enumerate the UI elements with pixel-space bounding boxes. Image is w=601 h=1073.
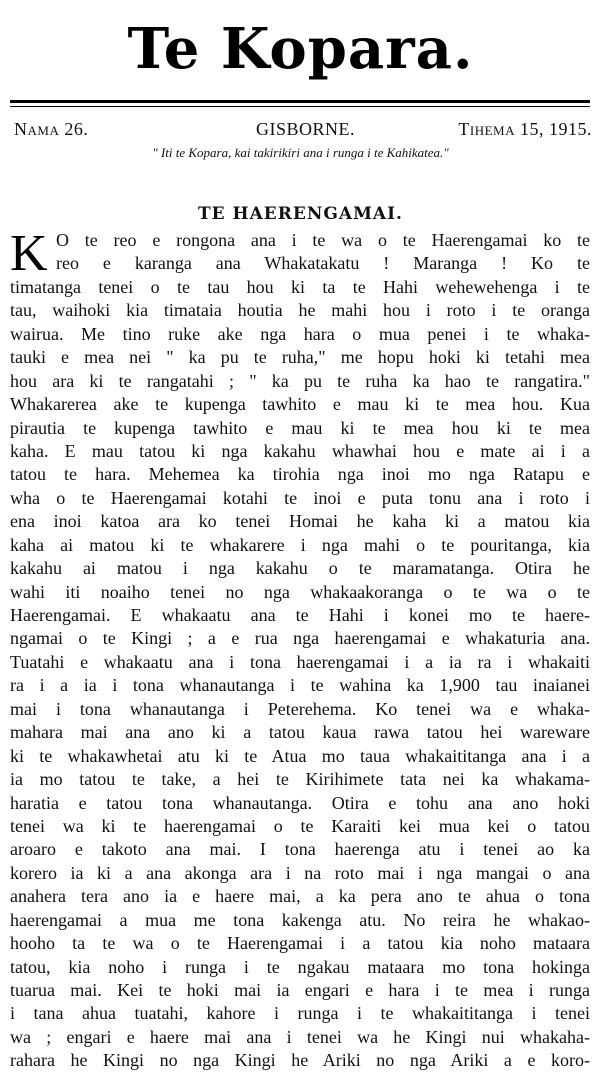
article-line: haerengamai a mua me tona kakenga atu. No reira he whakao- <box>10 909 590 930</box>
article-line: mahara mai ana ano ki a tatou kaua rawa tatou hei wareware <box>10 722 590 743</box>
motto: " Iti te Kopara, kai takirikiri ana i runga i te Kahikatea." <box>152 145 449 160</box>
masthead-title: Te Kopara. <box>127 16 474 82</box>
issue-line <box>14 117 592 141</box>
article-line: wahi iti noaiho tenei no nga whakaakoranga o te wa o te <box>10 581 590 602</box>
article-line: tau, waihoki kia timataia houtia he mahi hou i roto i te oranga <box>10 300 590 321</box>
article-line: Whakarerea ake te kupenga tawhito e mau ki te mea hou. Kua <box>10 394 590 415</box>
article-line: kaha. E mau tatou ki nga kakahu whawhai hou e mate ai i a <box>10 440 590 461</box>
article-line: aroaro e takoto ana mai. I tona haerenga atu i tenei ao ka <box>10 839 590 860</box>
issue-place: GISBORNE. <box>256 119 356 139</box>
article-line: anahera tera ano ia e haere mai, a ka pera ano te ahua o tona <box>10 886 590 907</box>
article-line: korero ia ki a ana akonga ara i na roto mai i nga mangai o ana <box>10 862 590 883</box>
article-line: timatanga tenei o te tau hou ki ta te Hahi wehewehenga i te <box>10 276 590 297</box>
article-line: Tuatahi e whakaatu ana i tona haerengamai i a ia ra i whakaiti <box>10 651 590 672</box>
article-line: Haerengamai. E whakaatu ana te Hahi i konei mo te haere- <box>10 605 590 625</box>
article-line: haratia e tatou tona whanautanga. Otira e tohu ana ano hoki <box>10 792 590 813</box>
article-line: hou ara ki te rangatahi ; " ka pu te ruha ka hao te rangatira." <box>10 370 590 391</box>
drop-cap: K <box>10 225 48 282</box>
issue-number: Nama 26. <box>14 119 89 139</box>
article-line: tauki e mea nei " ka pu te ruha," me hopu hoki ki tetahi mea <box>10 347 590 368</box>
article-line: tatou te hara. Mehemea ka tirohia nga inoi mo nga Ratapu e <box>10 464 590 485</box>
article-line: tatou, kia noho i runga i te ngakau mataara mo tona hokinga <box>10 956 590 977</box>
article-body <box>10 225 590 1073</box>
article-line: pirautia te kupenga tawhito e mau ki te mea hou ki te mea <box>10 417 590 438</box>
article-line: rahara he Kingi no nga Kingi he Ariki no nga Ariki a e koro- <box>10 1050 590 1071</box>
article-line: wa ; engari e haere mai ana i tenei wa he Kingi nui whakaha- <box>10 1026 590 1047</box>
article-line: ki te whakawhetai atu ki te Atua mo taua whakaititanga ana i a <box>10 745 590 766</box>
issue-date: Tihema 15, 1915. <box>458 119 592 139</box>
masthead-rule-thick <box>10 100 590 103</box>
article-line: ngamai o te Kingi ; a e rua nga haerengamai e whakaturia ana. <box>10 628 590 649</box>
article-headline: TE HAERENGAMAI. <box>198 204 403 224</box>
article-line: kakahu ai matou i nga kakahu o te maramatanga. Otira he <box>10 558 590 579</box>
article-line: wha o te Haerengamai kotahi te inoi e puta tonu ana i roto i <box>10 487 590 508</box>
masthead-rule-thin <box>10 106 590 107</box>
article-line: O te reo e rongona ana i te wa o te Haerengamai ko te <box>56 230 590 250</box>
article-line: i tana ahua tuatahi, kahore i runga i te whakaititanga i tenei <box>10 1003 590 1024</box>
article-line: hooho ta te wa o te Haerengamai i a tatou kia noho mataara <box>10 933 590 954</box>
article-line: ia mo tatou te take, a hei te Kirihimete tata nei ka whakama- <box>10 769 590 790</box>
article-line: ena inoi katoa ara ko tenei Homai he kaha ki a matou kia <box>10 511 590 532</box>
article-line: wairua. Me tino ruke ake nga hara o mua penei i te whaka- <box>10 323 590 344</box>
article-line: tuarua mai. Kei te hoki mai ia engari e hara i te mea i runga <box>10 980 590 1000</box>
article-line: mai i tona whanautanga i Peterehema. Ko tenei wa e whaka- <box>10 698 590 719</box>
article-line: tenei wa ki te haerengamai o te Karaiti kei mua kei o tatou <box>10 815 590 836</box>
article-line: reo e karanga ana Whakatakatu ! Maranga ! Ko te <box>56 253 590 274</box>
article-line: ra i a ia i tona whanautanga i te wahina ka 1,900 tau inaianei <box>10 675 590 696</box>
article-line: kaha ai matou ki te whakarere i nga mahi o te pouritanga, kia <box>10 534 590 555</box>
